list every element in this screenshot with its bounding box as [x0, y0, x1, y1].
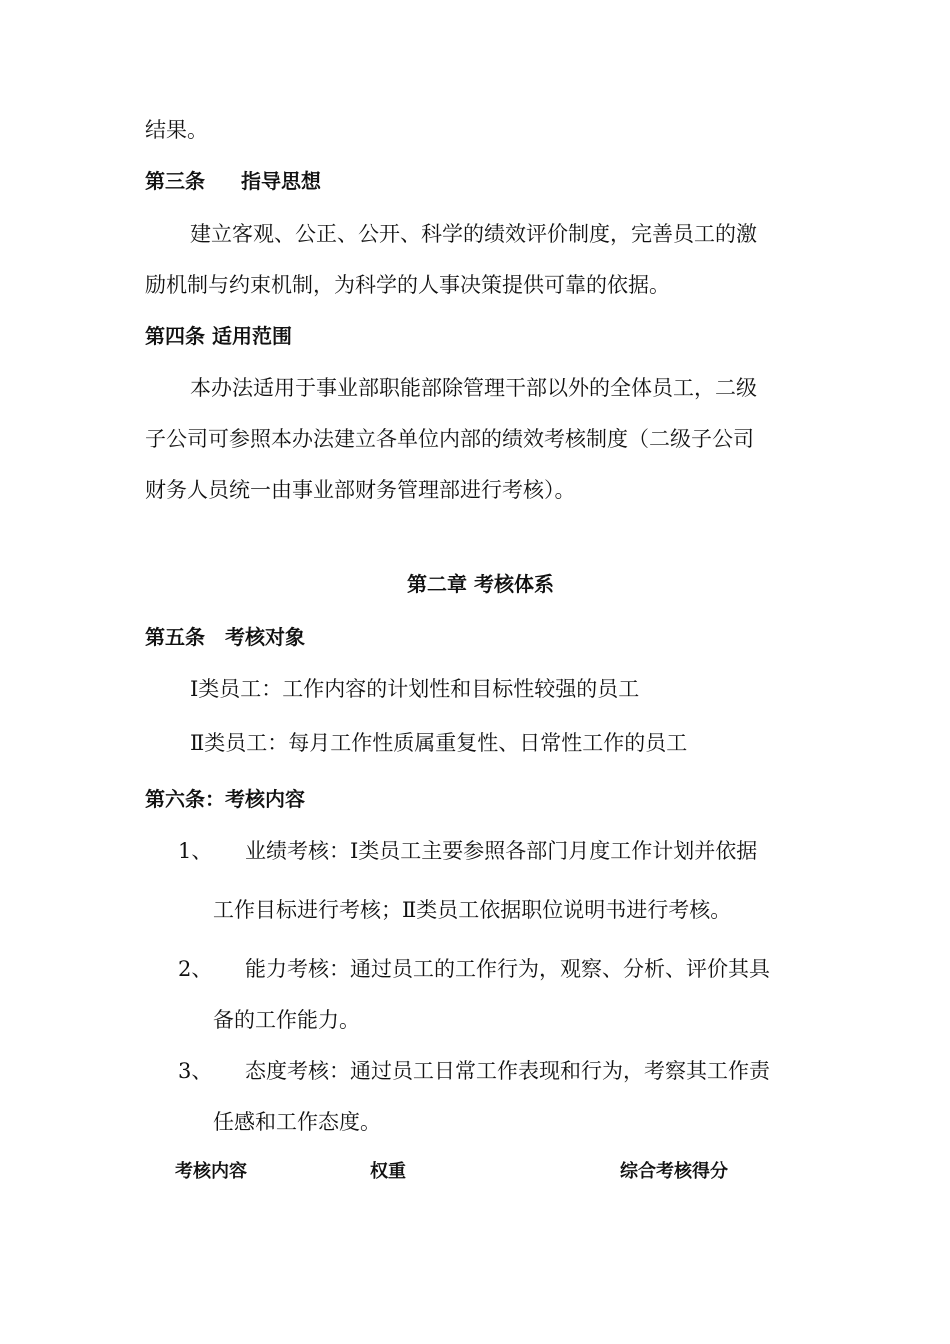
- article6-heading: 第六条：考核内容: [145, 787, 305, 811]
- article5-heading: [145, 624, 305, 650]
- article4-line-2: 子公司可参照本办法建立各单位内部的绩效考核制度（二级子公司: [145, 427, 754, 451]
- article5-item-1: Ⅰ类员工：工作内容的计划性和目标性较强的员工: [190, 677, 640, 701]
- table-header-col-content: 考核内容: [175, 1161, 247, 1182]
- article6-item-2-line-2: 备的工作能力。: [213, 1008, 360, 1032]
- article3-heading: [145, 168, 321, 194]
- chapter2-title: 第二章 考核体系: [407, 572, 554, 596]
- article6-item-2-line-1: 能力考核：通过员工的工作行为，观察、分析、评价其具: [245, 957, 770, 981]
- article4-line-1: 本办法适用于事业部职能部除管理干部以外的全体员工，二级: [190, 376, 757, 400]
- article4-heading: 第四条 适用范围: [145, 324, 292, 348]
- article6-item-1-line-1: 业绩考核：Ⅰ类员工主要参照各部门月度工作计划并依据: [245, 839, 758, 863]
- table-header-col-weight: 权重: [370, 1161, 406, 1182]
- article5-heading-title: 考核对象: [225, 625, 305, 649]
- article3-heading-title: 指导思想: [241, 169, 321, 193]
- intro-tail-text: 结果。: [145, 118, 208, 142]
- article6-item-2-num: 2、: [178, 957, 213, 981]
- article5-item-2: Ⅱ类员工：每月工作性质属重复性、日常性工作的员工: [190, 731, 688, 755]
- article3-heading-num: 第三条: [145, 169, 205, 193]
- article6-item-3-line-1: 态度考核：通过员工日常工作表现和行为，考察其工作责: [245, 1059, 770, 1083]
- article6-item-1-num: 1、: [178, 839, 213, 863]
- article6-item-3-num: 3、: [178, 1059, 213, 1083]
- article6-item-1-line-2: 工作目标进行考核；Ⅱ类员工依据职位说明书进行考核。: [213, 898, 732, 922]
- article4-line-3: 财务人员统一由事业部财务管理部进行考核）。: [145, 478, 576, 502]
- article3-line-1: 建立客观、公正、公开、科学的绩效评价制度，完善员工的激: [190, 222, 757, 246]
- table-header-col-score: 综合考核得分: [620, 1161, 728, 1182]
- article3-line-2: 励机制与约束机制，为科学的人事决策提供可靠的依据。: [145, 273, 670, 297]
- article5-heading-num: 第五条: [145, 625, 205, 649]
- article6-item-3-line-2: 任感和工作态度。: [213, 1110, 381, 1134]
